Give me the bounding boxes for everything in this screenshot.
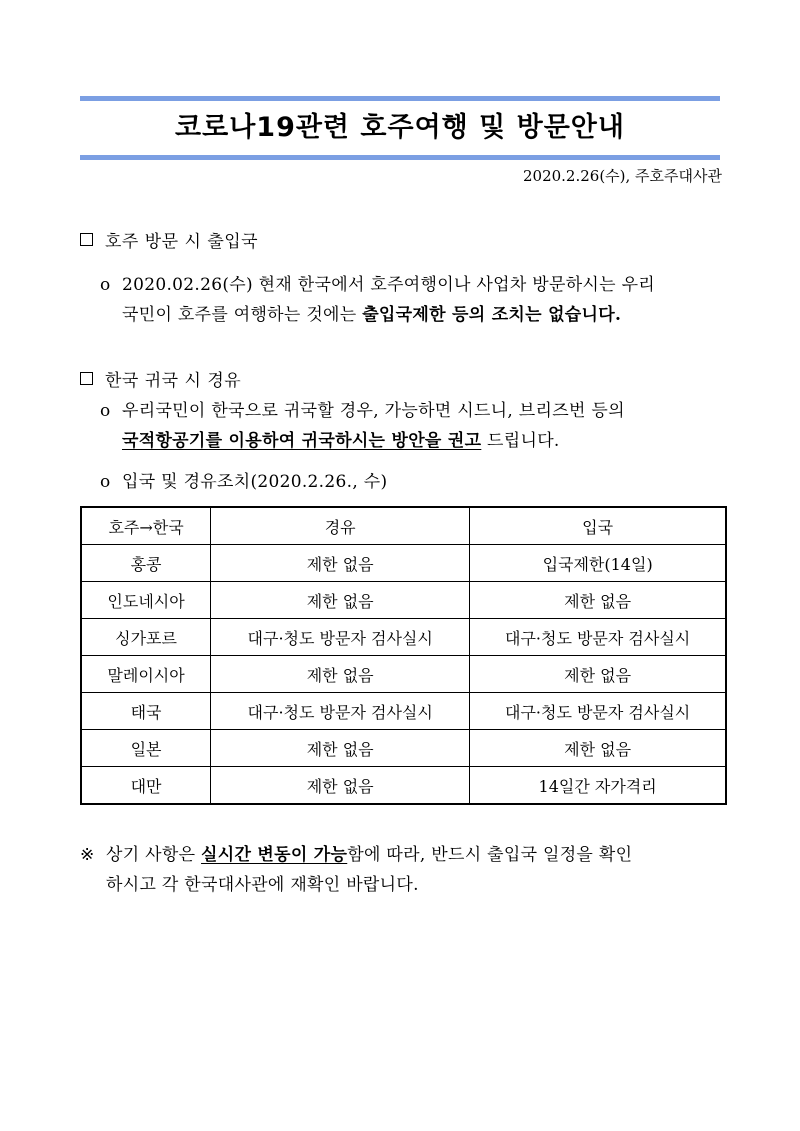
table-row (81, 767, 726, 805)
notice-text: 함에 따라, 반드시 출입국 일정을 확인 (347, 845, 633, 865)
date-line: 2020.2.26(수), 주호주대사관 (522, 167, 722, 185)
table-header-cell: 입국 (470, 507, 726, 545)
table-cell: 대구·청도 방문자 검사실시 (211, 619, 470, 656)
section-heading-transit (80, 370, 241, 392)
bullet-marker: o (100, 472, 111, 492)
bullet-marker: o (100, 275, 111, 295)
bullet-return-advice (100, 396, 722, 456)
bullet-text-line2-emphasis: 국적항공기를 이용하여 귀국하시는 방안을 권고 (122, 431, 482, 451)
table-cell: 입국제한(14일) (470, 545, 726, 582)
table-cell: 제한 없음 (211, 730, 470, 767)
table-cell: 싱가포르 (81, 619, 211, 656)
notice-line (80, 870, 724, 900)
table-cell: 말레이시아 (81, 656, 211, 693)
bullet-text-line2-emphasis: 출입국제한 등의 조치는 없습니다. (362, 305, 622, 325)
table-row (81, 545, 726, 582)
table-header-cell: 경유 (211, 507, 470, 545)
bullet-table-caption (100, 467, 722, 497)
table-cell: 제한 없음 (211, 582, 470, 619)
bullet-marker: o (100, 401, 111, 421)
table-cell: 제한 없음 (211, 656, 470, 693)
table-header-row (81, 507, 726, 545)
table-header-cell: 호주→한국 (81, 507, 211, 545)
table-cell: 대구·청도 방문자 검사실시 (211, 693, 470, 730)
title-top-rule (80, 96, 720, 101)
bullet-line (100, 300, 722, 330)
table-row (81, 619, 726, 656)
table-cell: 제한 없음 (211, 767, 470, 805)
notice-line (80, 840, 724, 870)
checkbox-square-icon (80, 372, 93, 385)
reference-mark-icon: ※ (80, 845, 95, 865)
bullet-line (100, 396, 722, 426)
table-cell: 일본 (81, 730, 211, 767)
table-cell: 대만 (81, 767, 211, 805)
table-row (81, 582, 726, 619)
section-heading-entry (80, 231, 258, 253)
table-cell: 인도네시아 (81, 582, 211, 619)
transit-entry-table (80, 506, 727, 805)
table-row (81, 730, 726, 767)
table-cell: 태국 (81, 693, 211, 730)
table-cell: 홍콩 (81, 545, 211, 582)
notice-paragraph (80, 840, 724, 900)
notice-emphasis: 실시간 변동이 가능 (201, 845, 348, 865)
table-row (81, 693, 726, 730)
bullet-text-line2: 드립니다. (481, 431, 560, 451)
bullet-text-line2: 국민이 호주를 여행하는 것에는 (122, 305, 363, 325)
table-cell: 제한 없음 (211, 545, 470, 582)
page-title: 코로나19관련 호주여행 및 방문안내 (175, 112, 625, 143)
table-cell: 제한 없음 (470, 656, 726, 693)
table-cell: 14일간 자가격리 (470, 767, 726, 805)
table-cell: 대구·청도 방문자 검사실시 (470, 693, 726, 730)
bullet-text-line1: 2020.02.26(수) 현재 한국에서 호주여행이나 사업차 방문하시는 우리 (122, 275, 656, 295)
bullet-line (100, 426, 722, 456)
notice-text: 상기 사항은 (106, 845, 202, 865)
table-row (81, 656, 726, 693)
bullet-line (100, 270, 722, 300)
bullet-text-line1: 우리국민이 한국으로 귀국할 경우, 가능하면 시드니, 브리즈번 등의 (122, 401, 625, 421)
section-heading-label: 호주 방문 시 출입국 (105, 232, 259, 252)
section-heading-label: 한국 귀국 시 경유 (105, 371, 242, 391)
notice-text: 하시고 각 한국대사관에 재확인 바랍니다. (106, 875, 419, 895)
title-bottom-rule (80, 155, 720, 160)
table-cell: 대구·청도 방문자 검사실시 (470, 619, 726, 656)
table-caption: 입국 및 경유조치(2020.2.26., 수) (122, 472, 388, 492)
checkbox-square-icon (80, 233, 93, 246)
table-cell: 제한 없음 (470, 582, 726, 619)
table-cell: 제한 없음 (470, 730, 726, 767)
bullet-entry-status (100, 270, 722, 330)
